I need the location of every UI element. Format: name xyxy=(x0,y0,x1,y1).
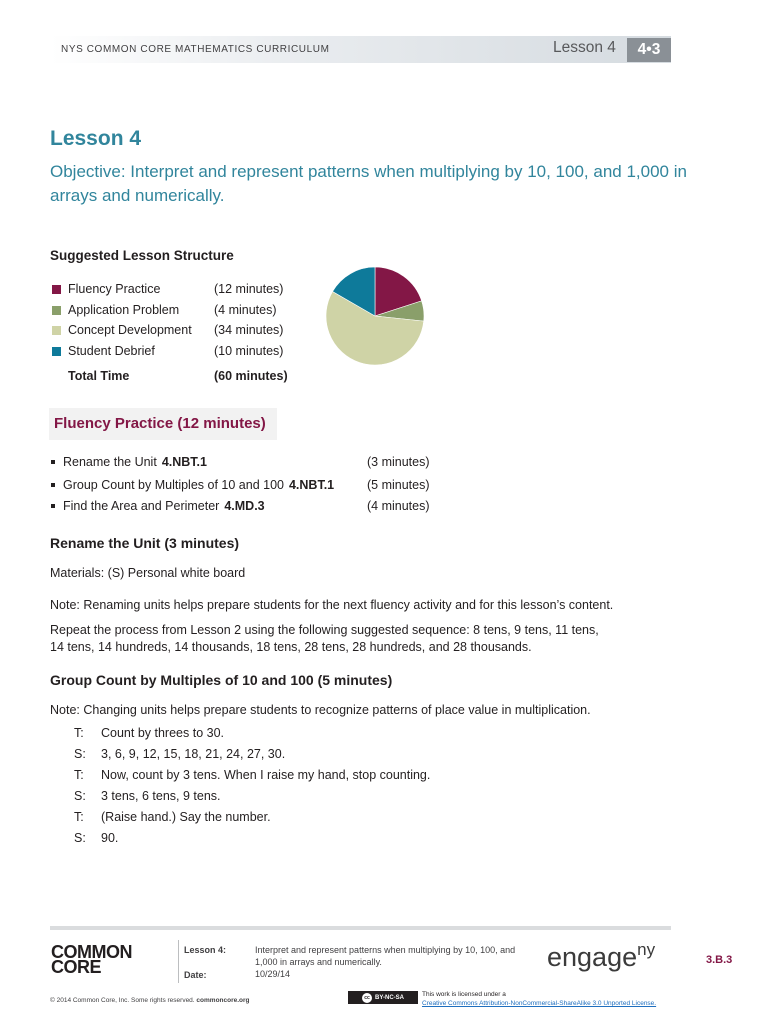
engage-word: engage xyxy=(547,942,638,972)
total-time-value: (60 minutes) xyxy=(214,369,288,383)
fluency-item-standard: 4.MD.3 xyxy=(224,499,265,513)
header-curriculum: NYS COMMON CORE MATHEMATICS CURRICULUM xyxy=(61,44,330,55)
dialog-text: Now, count by 3 tens. When I raise my hand, stop counting. xyxy=(101,768,431,782)
engage-ny: ny xyxy=(637,940,656,959)
fluency-item-text: Group Count by Multiples of 10 and 100 xyxy=(63,478,284,492)
footer-date-label: Date: xyxy=(184,970,207,980)
header-lesson-label: Lesson 4 xyxy=(553,39,616,56)
dialog-text: 90. xyxy=(101,831,119,845)
dialog-text: Count by threes to 30. xyxy=(101,726,224,740)
rename-materials: Materials: (S) Personal white board xyxy=(50,566,246,580)
structure-row-label: Student Debrief xyxy=(68,344,155,358)
group-count-note: Note: Changing units helps prepare students to recognize patterns of place value in multiplication. xyxy=(50,703,591,717)
cc-license-badge[interactable] xyxy=(348,991,418,1004)
lesson-structure-pie-chart xyxy=(324,265,426,367)
footer-rule xyxy=(50,926,671,930)
dialog-speaker: T: xyxy=(74,726,84,740)
license-text: This work is licensed under a xyxy=(422,991,506,998)
application-swatch xyxy=(52,306,61,315)
fluency-item-text: Find the Area and Perimeter xyxy=(63,499,220,513)
bullet-icon xyxy=(51,504,55,508)
rename-repeat-line-1: Repeat the process from Lesson 2 using the following suggested sequence: 8 tens, 9 tens, 11 tens, xyxy=(50,623,599,637)
lesson-title: Lesson 4 xyxy=(50,127,142,150)
engageny-logo xyxy=(547,942,655,973)
footer-objective-line-2: 1,000 in arrays and numerically. xyxy=(255,956,382,967)
dialog-speaker: T: xyxy=(74,810,84,824)
total-time-label: Total Time xyxy=(68,369,130,383)
structure-row-time: (10 minutes) xyxy=(214,344,284,358)
fluency-item-text: Rename the Unit xyxy=(63,455,157,469)
fluency-item-time: (3 minutes) xyxy=(367,455,430,469)
dialog-speaker: S: xyxy=(74,831,86,845)
structure-row-time: (12 minutes) xyxy=(214,282,284,296)
fluency-item-area-perimeter xyxy=(51,499,451,517)
fluency-item-time: (4 minutes) xyxy=(367,499,430,513)
footer-objective xyxy=(255,945,545,968)
cc-icon: cc xyxy=(362,993,372,1003)
dialog-speaker: T: xyxy=(74,768,84,782)
fluency-item-group-count xyxy=(51,478,451,496)
lesson-objective: Objective: Interpret and represent patterns when multiplying by 10, 100, and 1,000 in arrays and numerically. xyxy=(50,162,687,205)
concept-swatch xyxy=(52,326,61,335)
license-link[interactable]: Creative Commons Attribution-NonCommercial-ShareAlike 3.0 Unported License. xyxy=(422,1000,657,1007)
copyright xyxy=(50,997,250,1004)
dialog-speaker: S: xyxy=(74,747,86,761)
bullet-icon xyxy=(51,460,55,464)
rename-repeat-line-2: 14 tens, 14 hundreds, 14 thousands, 18 tens, 28 tens, 28 hundreds, and 28 thousands. xyxy=(50,640,532,654)
dialog-text: 3, 6, 9, 12, 15, 18, 21, 24, 27, 30. xyxy=(101,747,286,761)
structure-row-label: Application Problem xyxy=(68,303,180,317)
logo-line-2: CORE xyxy=(51,957,102,977)
structure-row-time: (34 minutes) xyxy=(214,323,284,337)
fluency-item-standard: 4.NBT.1 xyxy=(161,455,207,469)
bullet-icon xyxy=(51,483,55,487)
fluency-item-time: (5 minutes) xyxy=(367,478,430,492)
logo-line-1: COMMON xyxy=(51,942,132,962)
structure-row-time: (4 minutes) xyxy=(214,303,277,317)
cc-badge-label: BY-NC-SA xyxy=(374,994,404,1001)
footer-objective-line-1: Interpret and represent patterns when multiplying by 10, 100, and xyxy=(255,945,516,955)
group-count-heading: Group Count by Multiples of 10 and 100 (5 minutes) xyxy=(50,672,393,688)
fluency-item-standard: 4.NBT.1 xyxy=(288,478,335,492)
copyright-text: © 2014 Common Core, Inc. Some rights reserved. xyxy=(50,997,195,1004)
structure-row-label: Concept Development xyxy=(68,323,192,337)
structure-row-label: Fluency Practice xyxy=(68,282,161,296)
page-code: 3.B.3 xyxy=(706,954,733,966)
debrief-swatch xyxy=(52,347,61,356)
header-module-badge: 4•3 xyxy=(627,38,671,62)
footer-date: 10/29/14 xyxy=(255,969,291,979)
fluency-item-rename xyxy=(51,455,451,473)
rename-note: Note: Renaming units helps prepare students for the next fluency activity and for this lesson’s content. xyxy=(50,598,614,612)
footer-divider xyxy=(178,940,179,983)
common-core-logo xyxy=(51,942,132,977)
footer-lesson-label: Lesson 4: xyxy=(184,945,227,955)
dialog-speaker: S: xyxy=(74,789,86,803)
dialog-text: (Raise hand.) Say the number. xyxy=(101,810,271,824)
structure-heading: Suggested Lesson Structure xyxy=(50,248,234,263)
fluency-heading: Fluency Practice (12 minutes) xyxy=(54,415,266,432)
fluency-swatch xyxy=(52,285,61,294)
rename-heading: Rename the Unit (3 minutes) xyxy=(50,535,240,551)
commoncore-link[interactable]: commoncore.org xyxy=(196,997,250,1004)
dialog-text: 3 tens, 6 tens, 9 tens. xyxy=(101,789,221,803)
